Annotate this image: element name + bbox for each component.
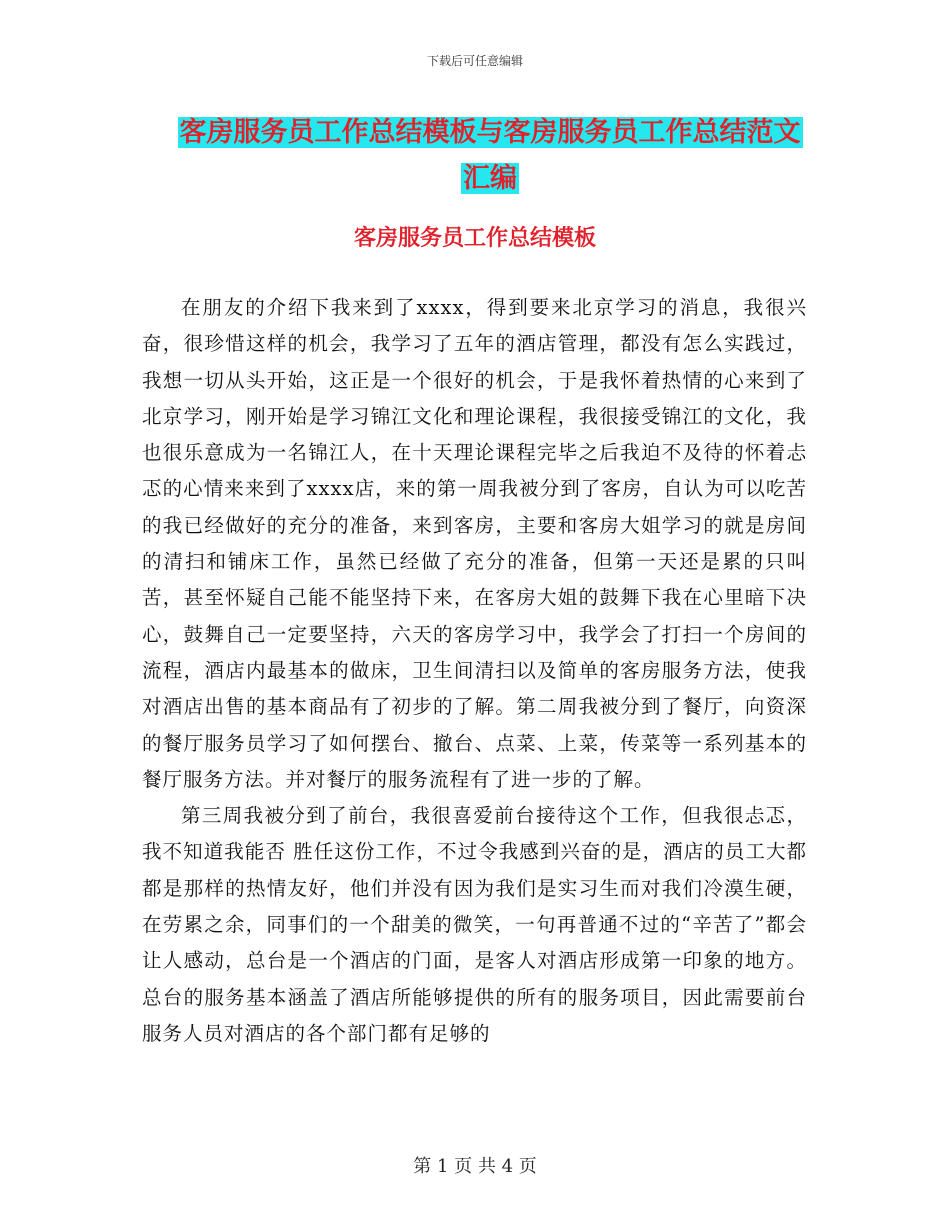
body-paragraph: 第三周我被分到了前台，我很喜爱前台接待这个工作，但我很忐忑，我不知道我能否 胜任这份工作，不过令我感到兴奋的是，酒店的员工大都都是那样的热情友好，他们并没有因为我们是实习生而对我们冷漠生硬，在劳累之余，同事们的一个甜美的微笑，一句再普通不过的“辛苦了”都会让人感动，总台是一个酒店的门面，是客人对酒店形成第一印象的地方。总台的服务基本涵盖了酒店所能够提供的所有的服务项目，因此需要前台服务人员对酒店的各个部门都有足够的 <box>142 804 807 1045</box>
page-number-footer: 第 1 页 共 4 页 <box>413 1156 537 1177</box>
body-paragraph: 在朋友的介绍下我来到了xxxx，得到要来北京学习的消息，我很兴奋，很珍惜这样的机会，我学习了五年的酒店管理，都没有怎么实践过，我想一切从头开始，这正是一个很好的机会，于是我怀着热情的心来到了北京学习，刚开始是学习锦江文化和理论课程，我很接受锦江的文化，我也很乐意成为一名锦江人，在十天理论课程完毕之后我迫不及待的怀着忐忑的心情来来到了xxxx店，来的第一周我被分到了客房，自认为可以吃苦的我已经做好的充分的准备，来到客房，主要和客房大姐学习的就是房间的清扫和铺床工作，虽然已经做了充分的准备，但第一天还是累的只叫苦，甚至怀疑自己能不能坚持下来，在客房大姐的鼓舞下我在心里暗下决心，鼓舞自己一定要坚持，六天的客房学习中，我学会了打扫一个房间的流程，酒店内最基本的做床，卫生间清扫以及简单的客房服务方法，使我对酒店出售的基本商品有了初步的了解。第二周我被分到了餐厅，向资深的餐厅服务员学习了如何摆台、撤台、点菜、上菜，传菜等一系列基本的餐厅服务方法。并对餐厅的服务流程有了进一步的了解。 <box>142 296 807 791</box>
section-subtitle: 客房服务员工作总结模板 <box>353 225 596 251</box>
document-title-line2: 汇编 <box>463 163 517 194</box>
document-title <box>140 110 840 202</box>
document-title-line1: 客房服务员工作总结模板与客房服务员工作总结范文 <box>179 117 801 148</box>
page-header-note: 下载后可任意编辑 <box>426 54 523 68</box>
document-body <box>142 290 807 1052</box>
